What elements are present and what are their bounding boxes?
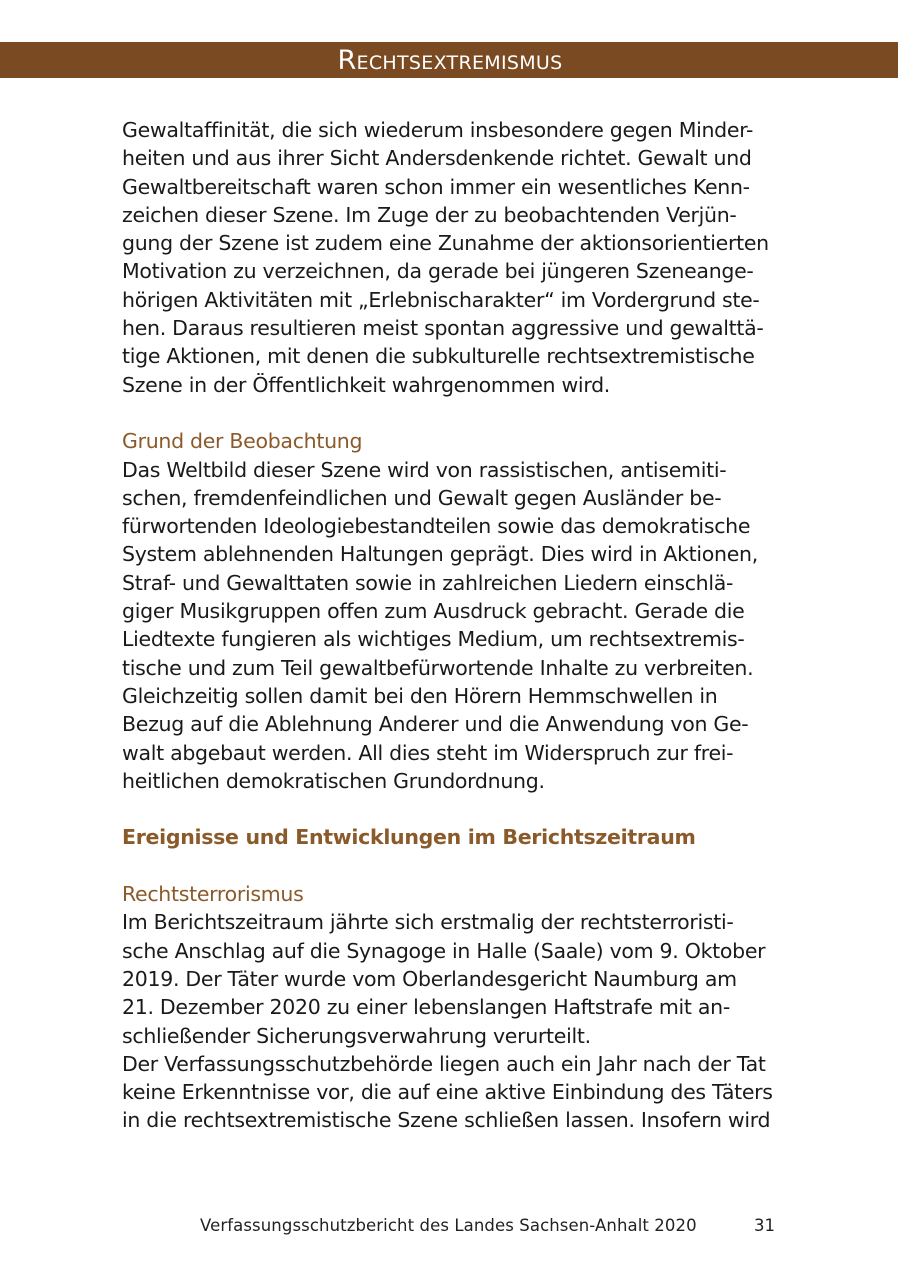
text-line: tige Aktionen, mit denen die subkulturelle rechtsextremistische — [122, 344, 755, 369]
text-line: schließender Sicherungsverwahrung verurteilt. — [122, 1023, 591, 1048]
text-line: tische und zum Teil gewaltbefürwortende Inhalte zu verbreiten. — [122, 655, 754, 680]
text-line: fürwortenden Ideologiebestandteilen sowie das demokratische — [122, 514, 751, 539]
footer-publication-title: Verfassungsschutzbericht des Landes Sachsen-Anhalt 2020 — [200, 1216, 697, 1235]
subheading-rechtsterrorismus: Rechtsterrorismus — [122, 882, 304, 907]
spacer — [122, 795, 802, 823]
paragraph-rechtsterrorismus — [122, 908, 802, 1134]
text-line: giger Musikgruppen offen zum Ausdruck gebracht. Gerade die — [122, 599, 745, 624]
text-line: Motivation zu verzeichnen, da gerade bei jüngeren Szeneange- — [122, 259, 754, 284]
text-line: heitlichen demokratischen Grundordnung. — [122, 768, 545, 793]
page-body — [122, 116, 802, 1135]
text-line: Liedtexte fungieren als wichtiges Medium, um rechtsextremis- — [122, 627, 745, 652]
text-line: Straf- und Gewalttaten sowie in zahlreichen Liedern einschlä- — [122, 570, 734, 595]
text-line: Im Berichtszeitraum jährte sich erstmalig der rechtsterroristi- — [122, 910, 734, 935]
text-line: hen. Daraus resultieren meist spontan aggressive und gewalttä- — [122, 316, 764, 341]
spacer — [122, 852, 802, 880]
text-line: Szene in der Öffentlichkeit wahrgenommen wird. — [122, 372, 611, 397]
text-line: Gleichzeitig sollen damit bei den Hörern Hemmschwellen in — [122, 683, 718, 708]
text-line: gung der Szene ist zudem eine Zunahme der aktionsorientierten — [122, 231, 769, 256]
page-number: 31 — [754, 1216, 775, 1235]
text-line: heiten und aus ihrer Sicht Andersdenkende richtet. Gewalt und — [122, 146, 752, 171]
section-heading-ereignisse: Ereignisse und Entwicklungen im Berichtszeitraum — [122, 825, 696, 850]
text-line: Gewaltbereitschaft waren schon immer ein wesentliches Kenn- — [122, 174, 750, 199]
text-line: Das Weltbild dieser Szene wird von rassistischen, antisemiti- — [122, 457, 727, 482]
text-line: zeichen dieser Szene. Im Zuge der zu beobachtenden Verjün- — [122, 202, 737, 227]
paragraph-grund-der-beobachtung — [122, 456, 802, 796]
text-line: 21. Dezember 2020 zu einer lebenslangen Haftstrafe mit an- — [122, 995, 730, 1020]
text-line: System ablehnenden Haltungen geprägt. Dies wird in Aktionen, — [122, 542, 758, 567]
chapter-header-bar — [0, 42, 898, 78]
text-line: keine Erkenntnisse vor, die auf eine aktive Einbindung des Täters — [122, 1080, 773, 1105]
text-line: schen, fremdenfeindlichen und Gewalt gegen Ausländer be- — [122, 485, 722, 510]
spacer — [122, 399, 802, 427]
text-line: Der Verfassungsschutzbehörde liegen auch ein Jahr nach der Tat — [122, 1051, 766, 1076]
subheading-grund-der-beobachtung: Grund der Beobachtung — [122, 429, 363, 454]
text-line: in die rechtsextremistische Szene schließen lassen. Insofern wird — [122, 1108, 771, 1133]
text-line: Gewaltaffinität, die sich wiederum insbesondere gegen Minder- — [122, 118, 754, 142]
text-line: 2019. Der Täter wurde vom Oberlandesgericht Naumburg am — [122, 966, 737, 991]
text-line: walt abgebaut werden. All dies steht im Widerspruch zur frei- — [122, 740, 734, 765]
chapter-title: Rechtsextremismus — [337, 45, 563, 76]
paragraph-gewaltaffinitaet — [122, 116, 802, 399]
text-line: hörigen Aktivitäten mit „Erlebnischarakter“ im Vordergrund ste- — [122, 287, 760, 312]
text-line: sche Anschlag auf die Synagoge in Halle (Saale) vom 9. Oktober — [122, 938, 766, 963]
text-line: Bezug auf die Ablehnung Anderer und die Anwendung von Ge- — [122, 712, 749, 737]
